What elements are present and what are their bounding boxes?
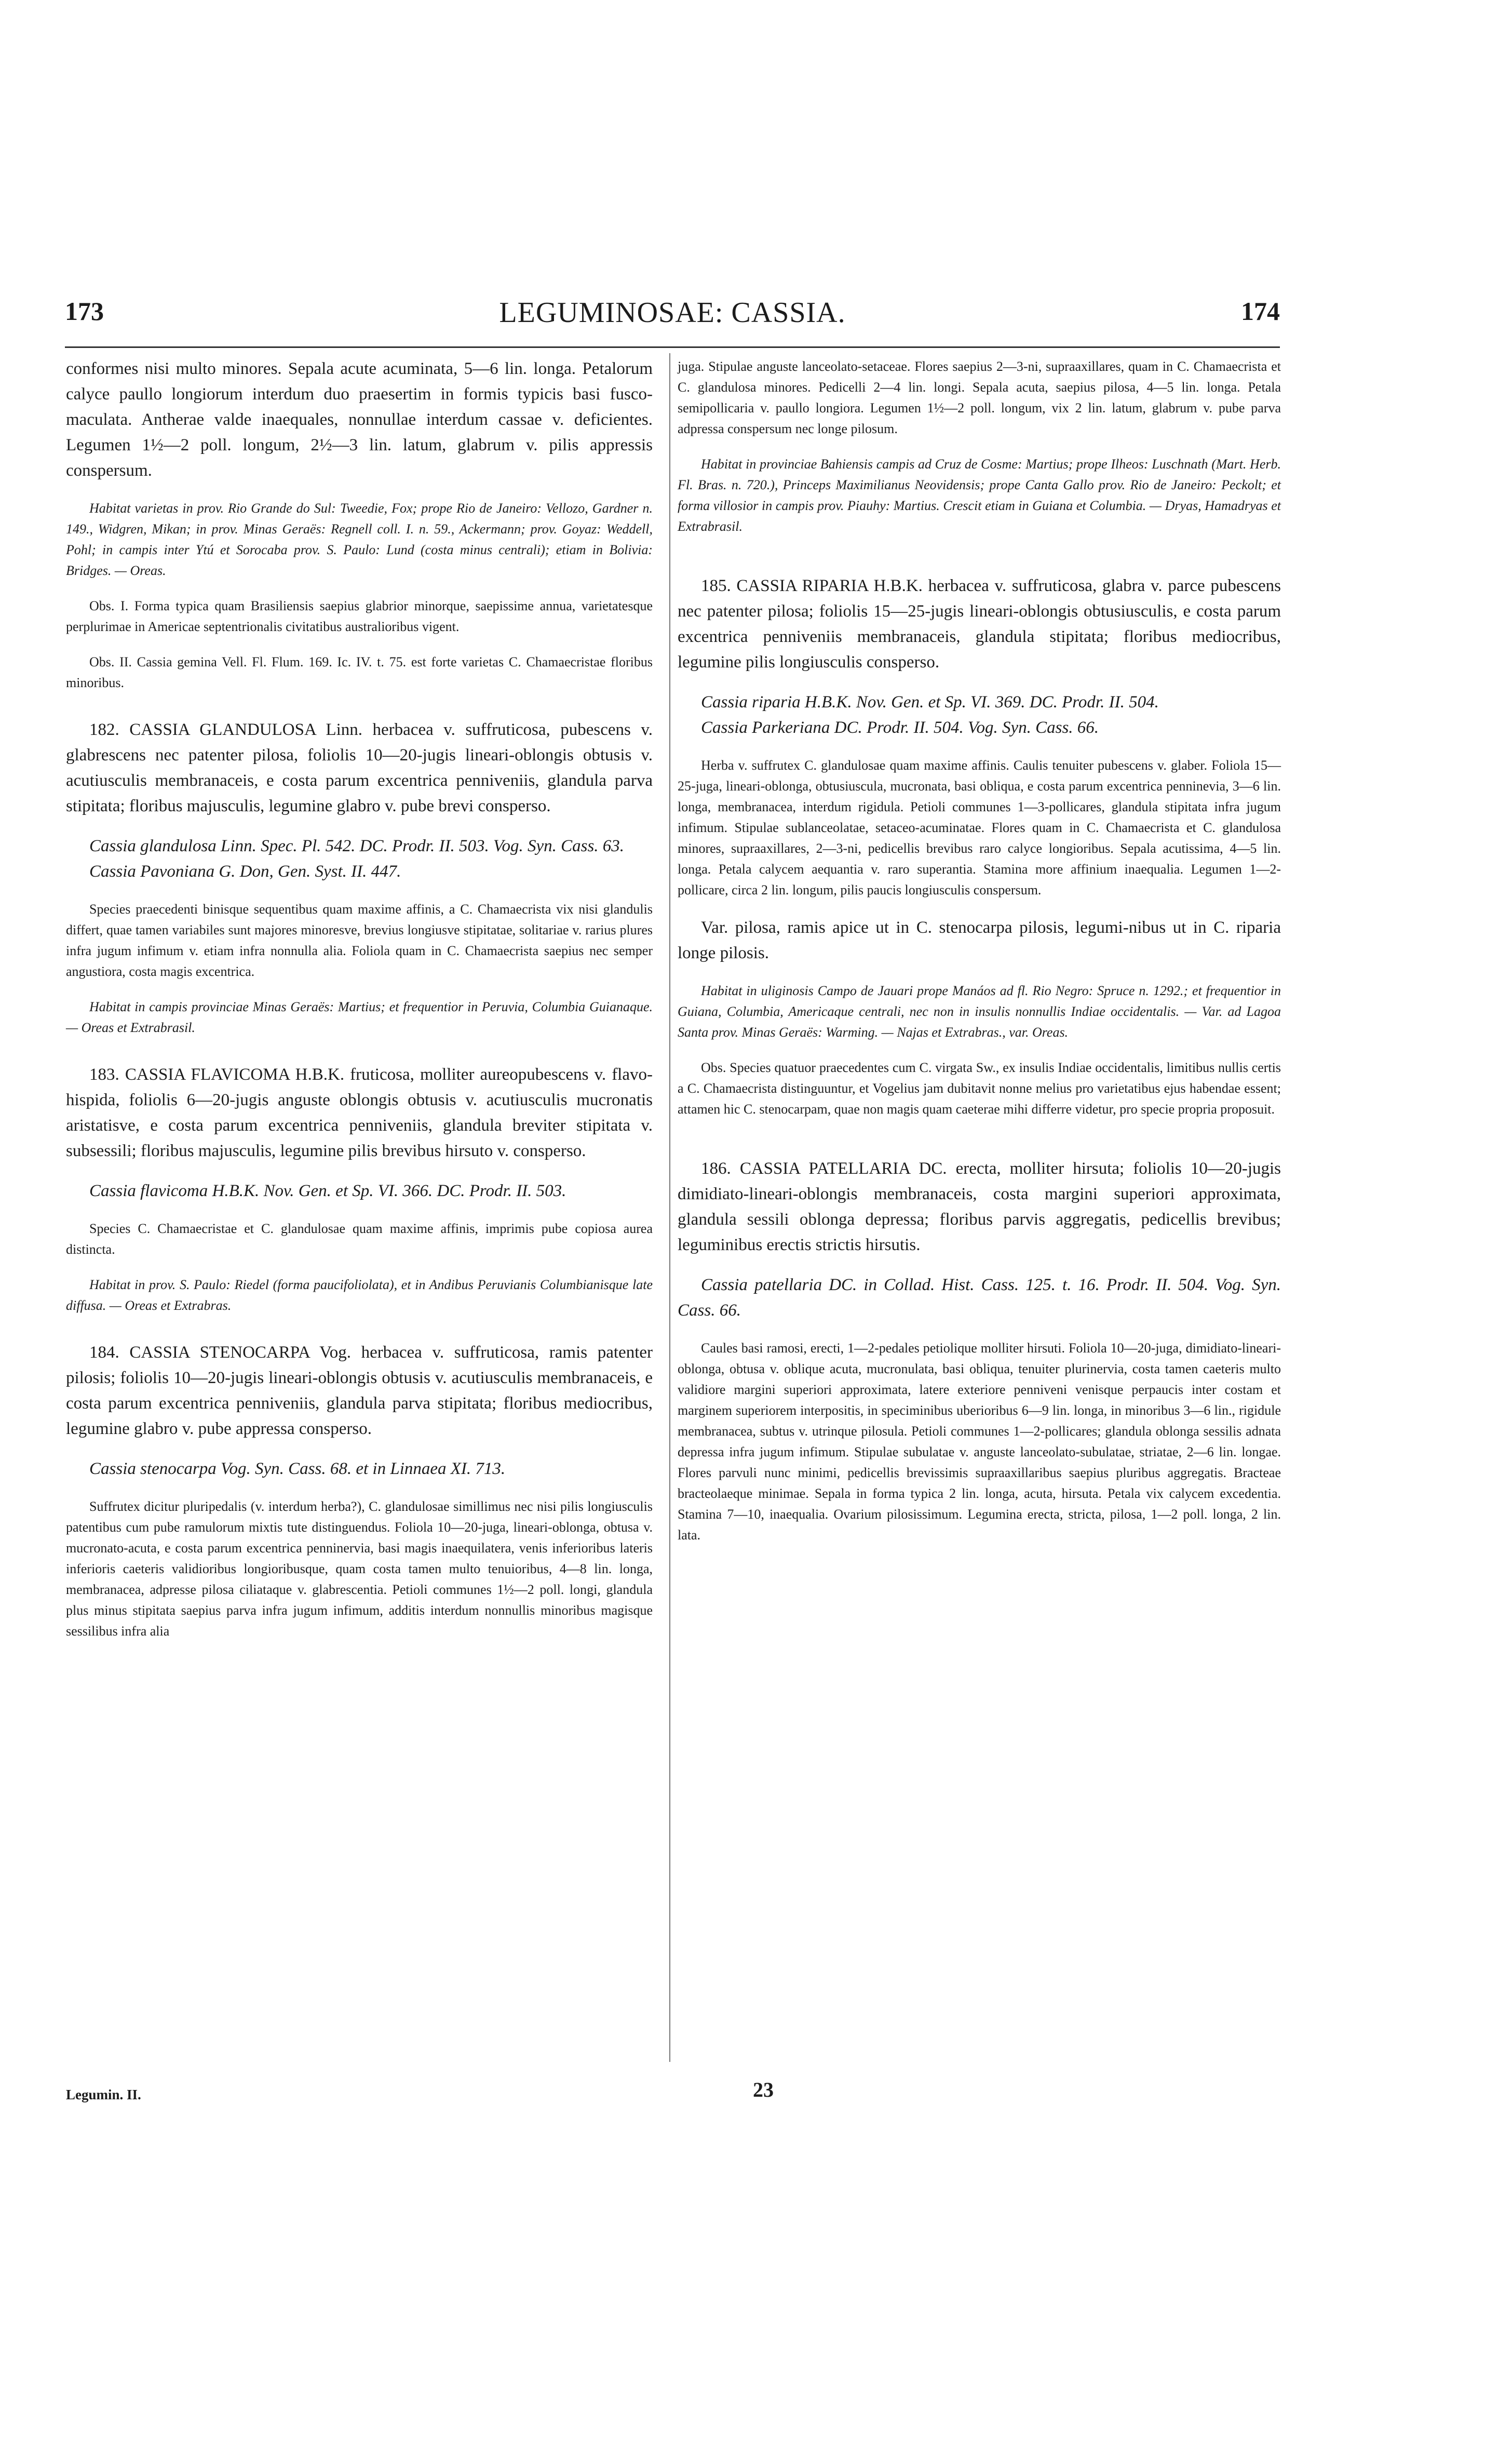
paragraph: Species C. Chamaecristae et C. glandulosae quam maxime affinis, imprimis pube copiosa aurea distincta.: [66, 1221, 653, 1257]
habitat-paragraph: Habitat in uliginosis Campo de Jauari prope Manáos ad fl. Rio Negro: Spruce n. 1292.; et frequentior in Guiana, Columbia, Americaque centrali, nec non in insulis nonnullis Indiae occidentalis. — Var. ad Lagoa Santa prov. Minas Geraës: Warming. — Najas et Extrabras., var. Oreas.: [678, 983, 1281, 1040]
species-description: 185. CASSIA RIPARIA H.B.K. herbacea v. suffruticosa, glabra v. parce pubescens nec patenter pilosa; foliolis 15—25-jugis lineari-oblongis obtusiusculis, e costa parum excentrica penniveniis membranaceis, glandula stipitata; floribus mediocribus, legumine pilis longiusculis consperso.: [678, 577, 1281, 672]
synonym-reference: Cassia glandulosa Linn. Spec. Pl. 542. DC. Prodr. II. 503. Vog. Syn. Cass. 63.: [89, 837, 625, 855]
header-rule: [65, 346, 1280, 348]
observation-paragraph: Obs. II. Cassia gemina Vell. Fl. Flum. 169. Ic. IV. t. 75. est forte varietas C. Chamaecristae floribus minoribus.: [66, 654, 653, 690]
running-title: LEGUMINOSAE: CASSIA.: [499, 297, 846, 329]
synonym-reference: Cassia riparia H.B.K. Nov. Gen. et Sp. VI. 369. DC. Prodr. II. 504.: [701, 693, 1159, 712]
left-column: [66, 356, 653, 1642]
species-description: 183. CASSIA FLAVICOMA H.B.K. fruticosa, molliter aureopubescens v. flavo-hispida, foliolis 6—20-jugis anguste oblongis obtusis v. acutiusculis mucronatis aristatisve, e costa parum excentrica penniveniis, glandula breviter stipitata v. subsessili; floribus majusculis, legumine pilis brevibus hirsuto v. consperso.: [66, 1065, 653, 1160]
synonym-reference: Cassia patellaria DC. in Collad. Hist. Cass. 125. t. 16. Prodr. II. 504. Vog. Syn. Cass. 66.: [678, 1276, 1281, 1320]
synonym-reference: Cassia stenocarpa Vog. Syn. Cass. 68. et in Linnaea XI. 713.: [89, 1459, 506, 1478]
page-number-left: 173: [65, 297, 104, 326]
page-header: [65, 291, 1280, 343]
right-column: [678, 356, 1281, 1546]
paragraph: conformes nisi multo minores. Sepala acute acuminata, 5—6 lin. longa. Petalorum calyce paullo longiorum interdum duo praesertim in formis typicis basi fusco-maculata. Antherae valde inaequales, nonnullae interdum cassae v. deficientes. Legumen 1½—2 poll. longum, 2½—3 lin. latum, glabrum v. pilis appressis conspersum.: [66, 359, 653, 480]
habitat-paragraph: Habitat in campis provinciae Minas Geraës: Martius; et frequentior in Peruvia, Columbia Guianaque. — Oreas et Extrabrasil.: [66, 999, 653, 1035]
paragraph: Herba v. suffrutex C. glandulosae quam maxime affinis. Caulis tenuiter pubescens v. glaber. Foliola 15—25-juga, lineari-oblonga, obtusiuscula, mucronata, basi obliqua, e costa parum excentrica penninevia, 3—6 lin. longa, membranacea, interdum rigidula. Petioli communes 1—3-pollicares, glandula stipitata infra jugum infimum. Stipulae sublanceolatae, setaceo-acuminatae. Flores quam in C. Chamaecrista et C. glandulosa minores, supraaxillares, 2—3-ni, pedicellis brevibus raro calyce longioribus. Sepala acutissima, 4—5 lin. longa. Petala calycem aequantia v. raro superantia. Stamina more affinium inaequalia. Legumen 1—2-pollicare, circa 2 lin. longum, pilis paucis longiusculis conspersum.: [678, 758, 1281, 897]
signature-number: 23: [753, 2078, 774, 2101]
page-number-right: 174: [1241, 297, 1280, 326]
habitat-paragraph: Habitat varietas in prov. Rio Grande do Sul: Tweedie, Fox; prope Rio de Janeiro: Vellozo, Gardner n. 149., Widgren, Mikan; in prov. Minas Geraës: Regnell coll. I. n. 59., Ackermann; prov. Goyaz: Weddell, Pohl; in campis inter Ytú et Sorocaba prov. S. Paulo: Lund (costa minus centrali); etiam in Bolivia: Bridges. — Oreas.: [66, 501, 653, 578]
species-description: 184. CASSIA STENOCARPA Vog. herbacea v. suffruticosa, ramis patenter pilosis; foliolis 10—20-jugis lineari-oblongis obtusis v. acutiusculis membranaceis, e costa parum excentrica penniveniis, glandula parva stipitata; floribus mediocribus, legumine glabro v. pube appressa consperso.: [66, 1343, 653, 1438]
paragraph: Suffrutex dicitur pluripedalis (v. interdum herba?), C. glandulosae simillimus nec nisi pilis longiusculis patentibus cum pube ramulorum mixtis tute distinguendus. Foliola 10—20-juga, lineari-oblonga, obtusa v. mucronato-acuta, e costa parum excentrica penninervia, basi magis inaequilatera, venis inferioribus lateris inferioris caeteris validioribus longioribusque, quam costa tamen multo tenuioribus, 4—8 lin. longa, membranacea, adpresse pilosa ciliataque v. glabrescentia. Petioli communes 1½—2 poll. longi, glandula plus minus stipitata saepius parva infra jugum infimum, additis interdum nonnullis minoribus magisque sessilibus infra alia: [66, 1499, 653, 1639]
observation-paragraph: Obs. Species quatuor praecedentes cum C. virgata Sw., ex insulis Indiae occidentalis, limitibus nullis certis a C. Chamaecrista distinguuntur, et Vogelius jam dubitavit nonne melius pro varietatibus ejus habendae essent; attamen hic C. stenocarpam, quae non magis quam caeterae mihi differre videtur, pro specie propria proposuit.: [678, 1060, 1281, 1117]
synonym-reference: Cassia flavicoma H.B.K. Nov. Gen. et Sp. VI. 366. DC. Prodr. II. 503.: [89, 1182, 566, 1200]
paragraph: juga. Stipulae anguste lanceolato-setaceae. Flores saepius 2—3-ni, supraaxillares, quam in C. Chamaecrista et C. glandulosa minores. Pedicelli 2—4 lin. longi. Sepala acuta, saepius pilosa, 4—5 lin. longa. Petala semipollicaria v. paullo longiora. Legumen 1½—2 poll. longum, vix 2 lin. latum, glabrum v. pube parva adpressa conspersum nec longe pilosum.: [678, 359, 1281, 436]
species-description: 186. CASSIA PATELLARIA DC. erecta, molliter hirsuta; foliolis 10—20-jugis dimidiato-lineari-oblongis membranaceis, costa margini superiori approximata, glandula sessili oblonga depressa; floribus parvis aggregatis, pedicellis brevibus; leguminibus erectis strictis hirsutis.: [678, 1159, 1281, 1254]
habitat-paragraph: Habitat in prov. S. Paulo: Riedel (forma paucifoliolata), et in Andibus Peruvianis Columbianisque late diffusa. — Oreas et Extrabras.: [66, 1277, 653, 1313]
paragraph: Species praecedenti binisque sequentibus quam maxime affinis, a C. Chamaecrista vix nisi glandulis differt, quae tamen variabiles sunt majores minoresve, brevius longiusve stipitatae, solitariae v. rarius plures infra jugum infimum v. etiam infra nonnulla alia. Foliola quam in C. Chamaecrista saepius nec semper angustiora, costa magis excentrica.: [66, 902, 653, 979]
species-description: 182. CASSIA GLANDULOSA Linn. herbacea v. suffruticosa, pubescens v. glabrescens nec patenter pilosa, foliolis 10—20-jugis lineari-oblongis obtusis v. acutiusculis membranaceis, e costa parum excentrica penniveniis, glandula parva stipitata; floribus majusculis, legumine glabro v. pube brevi consperso.: [66, 720, 653, 815]
variety-paragraph: Var. pilosa, ramis apice ut in C. stenocarpa pilosis, legumi-nibus ut in C. riparia longe pilosis.: [678, 918, 1281, 962]
habitat-paragraph: Habitat in provinciae Bahiensis campis ad Cruz de Cosme: Martius; prope Ilheos: Luschnath (Mart. Herb. Fl. Bras. n. 720.), Princeps Maximilianus Neovidensis; prope Canta Gallo prov. Rio de Janeiro: Peckolt; et forma villosior in campis prov. Piauhy: Martius. Crescit etiam in Guiana et Columbia. — Dryas, Hamadryas et Extrabrasil.: [678, 457, 1281, 534]
observation-paragraph: Obs. I. Forma typica quam Brasiliensis saepius glabrior minorque, saepissime annua, varietatesque perplurimae in Americae septentrionalis civitatibus australioribus vigent.: [66, 598, 653, 634]
signature-mark: Legumin. II.: [66, 2087, 141, 2102]
paragraph: Caules basi ramosi, erecti, 1—2-pedales petiolique molliter hirsuti. Foliola 10—20-juga, dimidiato-lineari-oblonga, obtusa v. oblique acuta, mucronulata, basi obliqua, tenuiter plurinervia, costa tamen caeteris multo validiore margini superiori approximata, latere exteriore penniveni venisque perpaucis inter costam et marginem superiorem interpositis, in speciminibus uberioribus 6—9 lin. longa, in minoribus 3—6 lin., rigidule membranacea, subtus v. utrinque pilosula. Petioli communes 1—2-pollicares; glandula oblonga sessilis adnata depressa infra jugum infimum. Stipulae subulatae v. anguste lanceolato-subulatae, striatae, 2—6 lin. longae. Flores parvuli nunc minimi, pedicellis brevissimis supraaxillaribus saepius pluribus aggregatis. Bracteae bracteolaeque minimae. Sepala in forma typica 2 lin. longa, acuta, hirsuta. Petala vix calycem excedentia. Stamina 7—10, inaequalia. Ovarium pilosissimum. Legumina erecta, stricta, pilosa, 1—2 poll. longa, 2 lin. lata.: [678, 1341, 1281, 1543]
column-divider: [669, 353, 670, 2062]
synonym-reference: Cassia Parkeriana DC. Prodr. II. 504. Vog. Syn. Cass. 66.: [701, 718, 1099, 737]
synonym-reference: Cassia Pavoniana G. Don, Gen. Syst. II. 447.: [89, 862, 401, 881]
